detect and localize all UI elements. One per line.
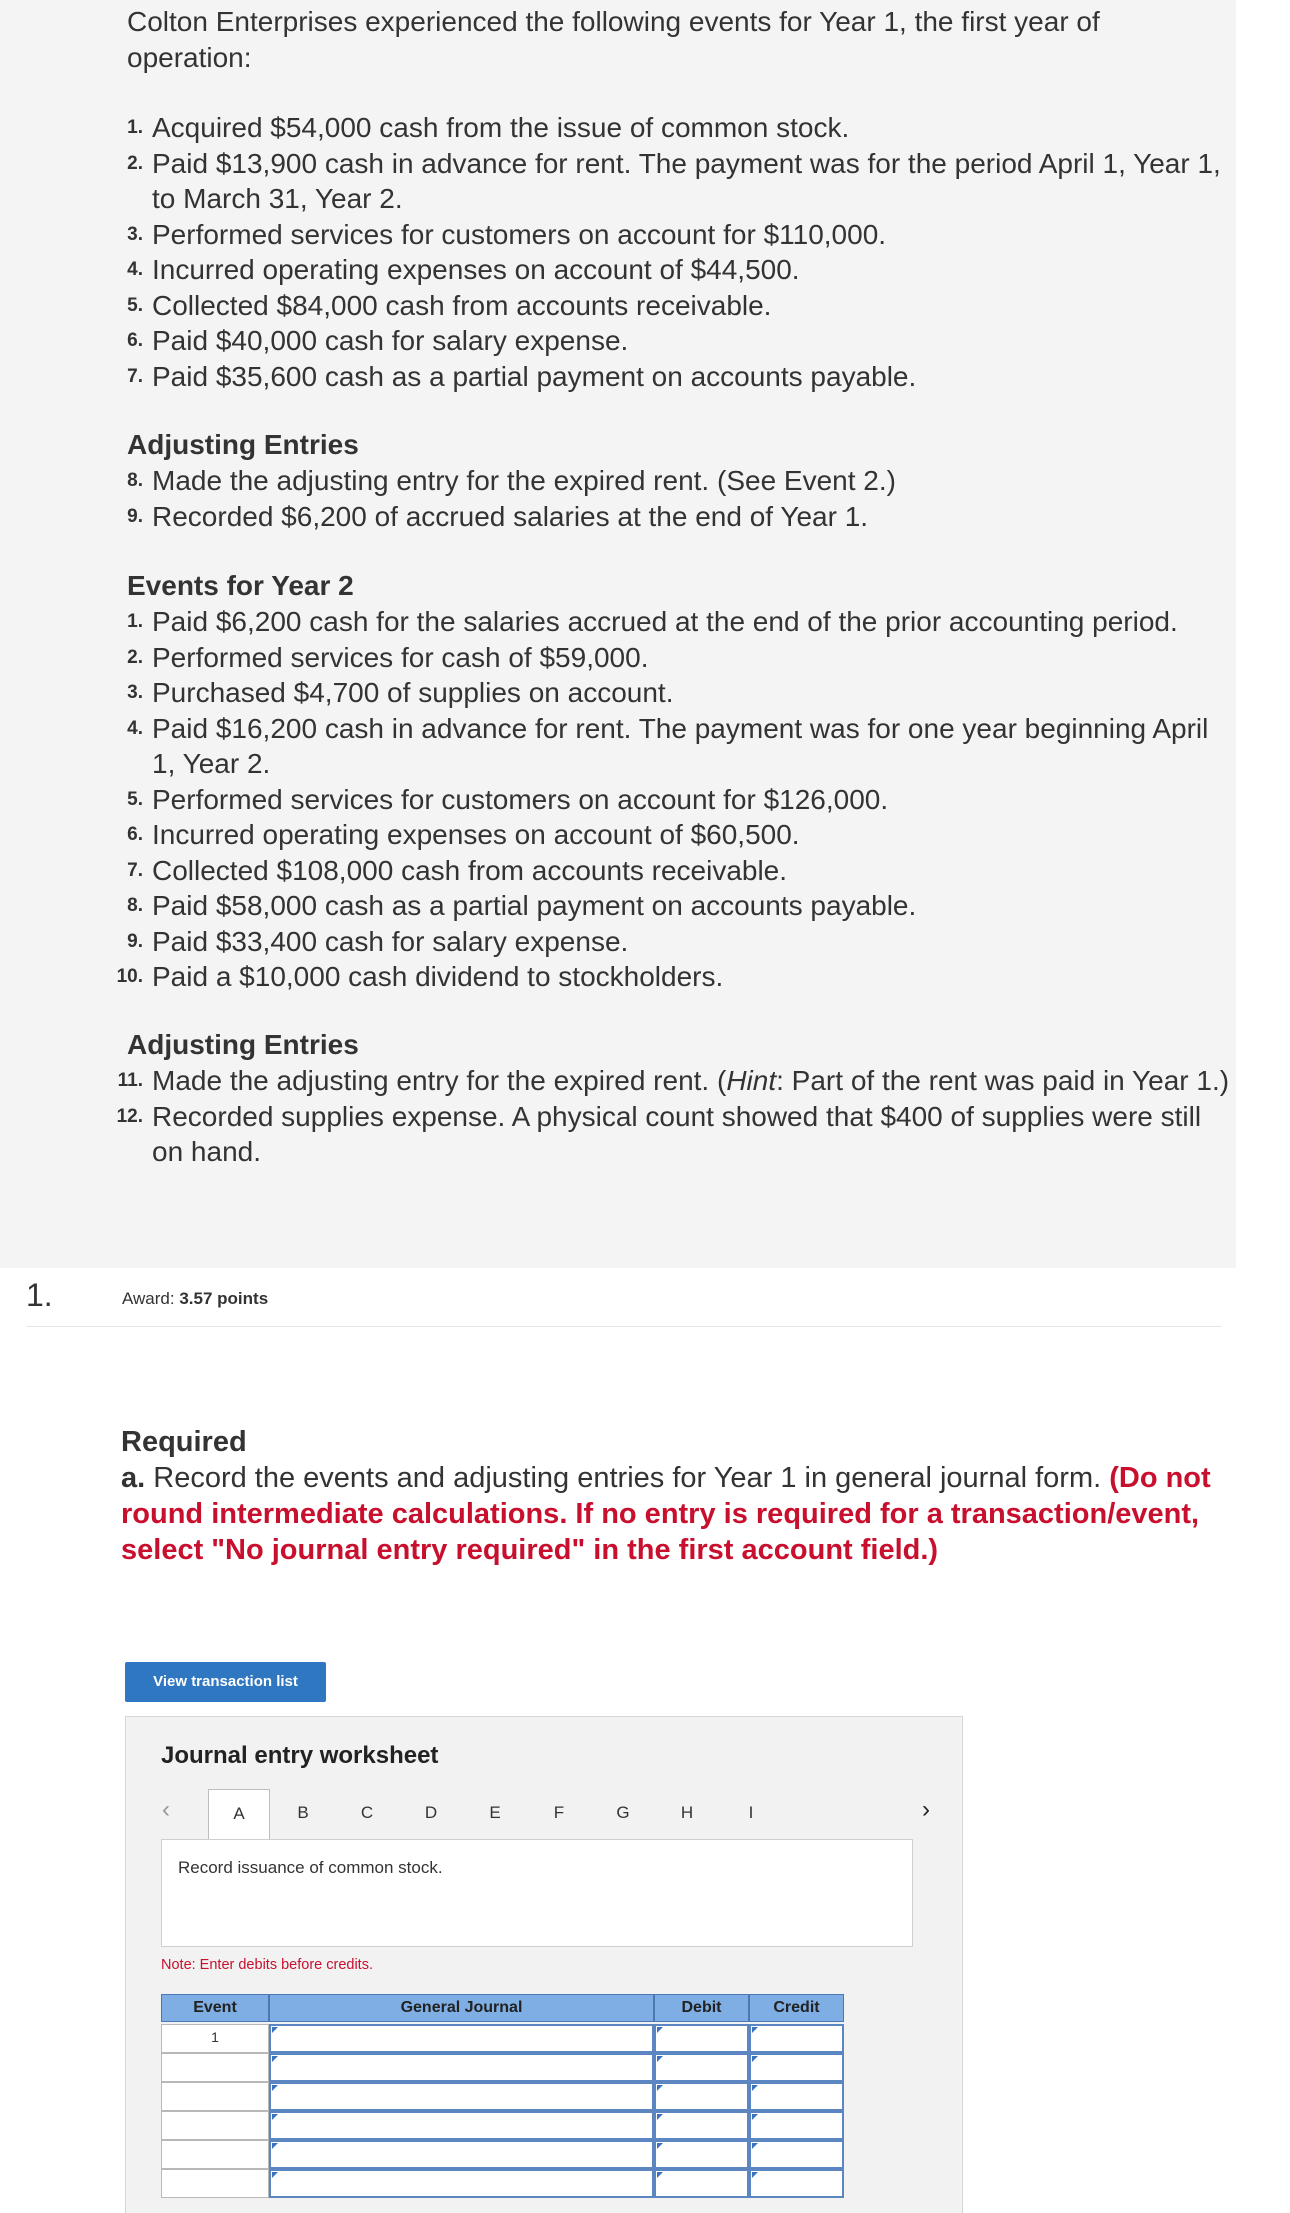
item-text: Performed services for customers on account for $126,000.	[152, 783, 889, 815]
list-item	[0, 110, 1236, 146]
column-header-credit: Credit	[749, 1994, 844, 2022]
item-number: 10.	[116, 966, 143, 987]
view-transaction-list-button[interactable]: View transaction list	[125, 1662, 326, 1702]
item-text-pre: Made the adjusting entry for the expired rent. (	[152, 1065, 727, 1096]
credit-input[interactable]	[749, 2111, 844, 2140]
credit-input[interactable]	[749, 2169, 844, 2198]
year2-events-title: Events for Year 2	[127, 570, 354, 601]
dropdown-marker-icon	[752, 2056, 758, 2062]
item-text: Paid a $10,000 cash dividend to stockholders.	[152, 961, 724, 992]
dropdown-marker-icon	[657, 2056, 663, 2062]
list-item	[0, 711, 1236, 782]
award-value: 3.57 points	[179, 1289, 269, 1308]
year1-events-list	[0, 110, 1236, 394]
account-input[interactable]	[269, 2053, 654, 2082]
item-number: 6.	[127, 330, 143, 351]
item-text: Collected $84,000 cash from accounts receivable.	[152, 289, 772, 321]
tab-h[interactable]: H	[680, 1803, 694, 1822]
item-text: Recorded supplies expense. A physical count showed that $400 of supplies were still on hand.	[152, 1100, 1202, 1167]
list-item	[0, 463, 1236, 499]
event-cell: 1	[161, 2024, 269, 2053]
list-item	[0, 146, 1236, 217]
journal-entry-worksheet	[125, 1716, 963, 2213]
column-header-general-journal: General Journal	[269, 1994, 654, 2022]
event-cell	[161, 2111, 269, 2140]
event-cell	[161, 2053, 269, 2082]
dropdown-marker-icon	[752, 2114, 758, 2120]
dropdown-marker-icon	[272, 2056, 278, 2062]
dropdown-marker-icon	[272, 2172, 278, 2178]
list-item	[0, 252, 1236, 288]
item-number: 5.	[127, 788, 143, 810]
item-text: Recorded $6,200 of accrued salaries at the end of Year 1.	[152, 500, 869, 532]
column-header-debit: Debit	[654, 1994, 749, 2022]
item-text: Purchased $4,700 of supplies on account.	[152, 677, 674, 708]
required-section	[121, 1424, 1211, 1568]
event-cell	[161, 2140, 269, 2169]
item-number: 8.	[127, 895, 143, 916]
item-number: 12.	[116, 1105, 143, 1127]
tab-e[interactable]: E	[489, 1803, 501, 1822]
award-label: Award:	[122, 1289, 175, 1308]
instruction-text: (Do not round intermediate calculations. If no entry is required for a transaction/event, select "No journal entry required" in the first account field.)	[121, 1462, 1211, 1566]
debit-input[interactable]	[654, 2024, 749, 2053]
list-item	[0, 888, 1236, 924]
dropdown-marker-icon	[657, 2085, 663, 2091]
item-number: 2.	[127, 152, 143, 174]
item-number: 11.	[117, 1070, 143, 1091]
list-item	[0, 853, 1236, 889]
item-text: Paid $6,200 cash for the salaries accrued at the end of the prior accounting period.	[152, 606, 1178, 637]
problem-intro: Colton Enterprises experienced the following events for Year 1, the first year of operation:	[127, 6, 1100, 73]
item-text: Paid $35,600 cash as a partial payment on accounts payable.	[152, 360, 917, 392]
debit-input[interactable]	[654, 2082, 749, 2111]
item-text: Incurred operating expenses on account of $60,500.	[152, 819, 800, 850]
item-number: 4.	[127, 717, 143, 739]
year2-events-list	[0, 604, 1236, 995]
event-cell	[161, 2082, 269, 2111]
item-text: Performed services for customers on account for $110,000.	[152, 218, 887, 250]
dropdown-marker-icon	[272, 2085, 278, 2091]
list-item	[0, 323, 1236, 359]
tab-c[interactable]: C	[360, 1803, 374, 1822]
item-text: Incurred operating expenses on account of $44,500.	[152, 254, 800, 285]
part-text: Record the events and adjusting entries for Year 1 in general journal form.	[145, 1462, 1110, 1494]
item-number: 9.	[127, 930, 143, 952]
item-text: Made the adjusting entry for the expired rent. (See Event 2.)	[152, 465, 896, 496]
dropdown-marker-icon	[752, 2085, 758, 2091]
item-number: 4.	[127, 259, 143, 280]
credit-input[interactable]	[749, 2082, 844, 2111]
list-item	[0, 924, 1236, 960]
adjusting-entries-title-year1: Adjusting Entries	[127, 429, 359, 460]
item-text: Acquired $54,000 cash from the issue of common stock.	[152, 112, 850, 143]
credit-input[interactable]	[749, 2024, 844, 2053]
adjusting-entries-title-year2: Adjusting Entries	[127, 1029, 359, 1060]
part-label: a.	[121, 1462, 146, 1494]
tab-a[interactable]: A	[208, 1789, 270, 1841]
account-input[interactable]	[269, 2169, 654, 2198]
list-item	[0, 499, 1236, 535]
list-item	[0, 217, 1236, 253]
entry-note: Note: Enter debits before credits.	[161, 1957, 373, 1973]
worksheet-tabs	[156, 1789, 936, 1841]
item-text-post: : Part of the rent was paid in Year 1.)	[776, 1065, 1230, 1096]
item-text: Collected $108,000 cash from accounts receivable.	[152, 854, 788, 886]
credit-input[interactable]	[749, 2140, 844, 2169]
list-item	[0, 817, 1236, 853]
list-item	[0, 1063, 1236, 1099]
item-number: 5.	[127, 294, 143, 316]
item-number: 2.	[127, 646, 143, 668]
account-input[interactable]	[269, 2024, 654, 2053]
dropdown-marker-icon	[272, 2027, 278, 2033]
item-text: Performed services for cash of $59,000.	[152, 641, 649, 673]
item-text	[152, 1063, 1230, 1099]
tab-f[interactable]: F	[553, 1803, 565, 1822]
item-text: Paid $58,000 cash as a partial payment on accounts payable.	[152, 890, 917, 921]
list-item	[0, 288, 1236, 324]
dropdown-marker-icon	[657, 2143, 663, 2149]
credit-input[interactable]	[749, 2053, 844, 2082]
worksheet-title: Journal entry worksheet	[161, 1742, 439, 1769]
item-number: 9.	[127, 505, 143, 527]
item-text: Paid $16,200 cash in advance for rent. The payment was for one year beginning April 1, Year 2.	[152, 712, 1209, 779]
column-header-event: Event	[161, 1994, 269, 2022]
question-number: 1.	[26, 1277, 53, 1313]
year1-adjusting-list	[0, 463, 1236, 534]
dropdown-marker-icon	[657, 2114, 663, 2120]
dropdown-marker-icon	[752, 2027, 758, 2033]
dropdown-marker-icon	[752, 2143, 758, 2149]
list-item	[0, 675, 1236, 711]
account-input[interactable]	[269, 2082, 654, 2111]
list-item	[0, 604, 1236, 640]
item-number: 7.	[127, 365, 143, 387]
chevron-left-icon[interactable]: ‹	[162, 1796, 170, 1823]
debit-input[interactable]	[654, 2169, 749, 2198]
list-item	[0, 359, 1236, 395]
tab-g[interactable]: G	[616, 1803, 630, 1822]
chevron-right-icon[interactable]: ›	[922, 1796, 930, 1823]
item-number: 1.	[127, 117, 143, 138]
tab-i[interactable]: I	[748, 1803, 754, 1822]
debit-input[interactable]	[654, 2111, 749, 2140]
tab-b[interactable]: B	[297, 1803, 309, 1822]
dropdown-marker-icon	[657, 2027, 663, 2033]
list-item	[0, 959, 1236, 995]
transaction-description: Record issuance of common stock.	[161, 1839, 913, 1947]
item-number: 6.	[127, 824, 143, 845]
item-text: Paid $13,900 cash in advance for rent. The payment was for the period April 1, Year 1, to March 31, Year 2.	[152, 147, 1221, 214]
required-title: Required	[121, 1426, 247, 1458]
item-text: Paid $33,400 cash for salary expense.	[152, 925, 629, 957]
dropdown-marker-icon	[272, 2143, 278, 2149]
year2-adjusting-list	[0, 1063, 1236, 1170]
divider	[26, 1326, 1222, 1327]
tab-d[interactable]: D	[424, 1803, 438, 1822]
dropdown-marker-icon	[657, 2172, 663, 2178]
dropdown-marker-icon	[752, 2172, 758, 2178]
list-item	[0, 782, 1236, 818]
dropdown-marker-icon	[272, 2114, 278, 2120]
item-number: 1.	[127, 611, 143, 632]
event-cell	[161, 2169, 269, 2198]
list-item	[0, 640, 1236, 676]
item-number: 7.	[127, 859, 143, 881]
list-item	[0, 1099, 1236, 1170]
account-input[interactable]	[269, 2140, 654, 2169]
debit-input[interactable]	[654, 2053, 749, 2082]
item-text: Paid $40,000 cash for salary expense.	[152, 325, 629, 356]
item-number: 8.	[127, 470, 143, 491]
item-number: 3.	[127, 682, 143, 703]
account-input[interactable]	[269, 2111, 654, 2140]
debit-input[interactable]	[654, 2140, 749, 2169]
item-number: 3.	[127, 223, 143, 245]
award-points	[122, 1289, 268, 1309]
hint-label: Hint	[726, 1065, 777, 1096]
